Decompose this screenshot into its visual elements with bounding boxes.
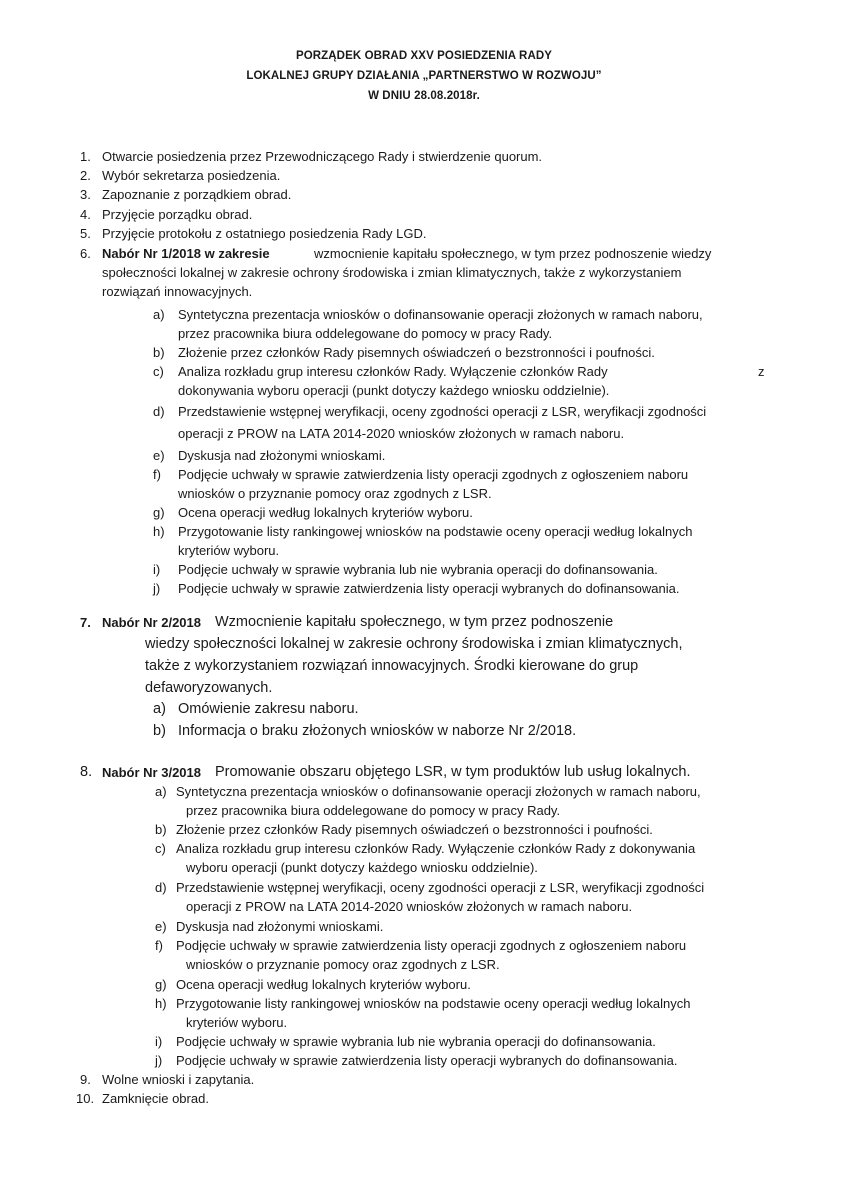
item-6g-line-1: Ocena operacji według lokalnych kryteriów wyboru. <box>178 505 473 520</box>
item-8f-line-2: wniosków o przyznanie pomocy oraz zgodnych z LSR. <box>186 957 500 972</box>
item-4-text: Przyjęcie porządku obrad. <box>102 207 253 222</box>
item-6d-label: d) <box>153 404 165 419</box>
item-8c-label: c) <box>155 841 166 856</box>
item-4-number: 4. <box>80 207 91 222</box>
item-8a-label: a) <box>155 784 167 799</box>
item-7a-label: a) <box>153 701 166 717</box>
item-8a-line-1: Syntetyczna prezentacja wniosków o dofinansowanie operacji złożonych w ramach naboru, <box>176 784 701 799</box>
item-6j-line-1: Podjęcie uchwały w sprawie zatwierdzenia listy operacji wybranych do dofinansowania. <box>178 581 680 596</box>
item-8e-label: e) <box>155 919 167 934</box>
item-8i-label: i) <box>155 1034 163 1049</box>
item-8a-line-2: przez pracownika biura oddelegowane do pomocy w pracy Rady. <box>186 803 561 818</box>
item-6-number: 6. <box>80 246 91 261</box>
item-6c-line-2: dokonywania wyboru operacji (punkt dotyczy każdego wniosku oddzielnie). <box>178 383 610 398</box>
item-8g-label: g) <box>155 977 167 992</box>
item-6h-line-2: kryteriów wyboru. <box>178 543 280 558</box>
item-8c-line-2: wyboru operacji (punkt dotyczy każdego wniosku oddzielnie). <box>186 860 538 875</box>
item-9-number: 9. <box>80 1072 91 1087</box>
item-6-title: Nabór Nr 1/2018 w zakresie <box>102 246 270 261</box>
item-7-line-4: defaworyzowanych. <box>145 680 273 696</box>
item-6-line-3: rozwiązań innowacyjnych. <box>102 284 253 299</box>
item-6f-line-2: wniosków o przyznanie pomocy oraz zgodnych z LSR. <box>178 486 492 501</box>
item-2-number: 2. <box>80 168 91 183</box>
item-8g-line-1: Ocena operacji według lokalnych kryteriów wyboru. <box>176 977 471 992</box>
document-header <box>0 46 848 106</box>
item-1-number: 1. <box>80 149 91 164</box>
item-8d-line-1: Przedstawienie wstępnej weryfikacji, oceny zgodności operacji z LSR, weryfikacji zgodności <box>176 880 705 895</box>
item-6e-line-1: Dyskusja nad złożonymi wnioskami. <box>178 448 386 463</box>
item-8e-line-1: Dyskusja nad złożonymi wnioskami. <box>176 919 384 934</box>
item-8d-line-2: operacji z PROW na LATA 2014-2020 wniosków złożonych w ramach naboru. <box>186 899 633 914</box>
item-6i-line-1: Podjęcie uchwały w sprawie wybrania lub nie wybrania operacji do dofinansowania. <box>178 562 658 577</box>
item-6c-line-1: Analiza rozkładu grup interesu członków Rady. Wyłączenie członków Rady <box>178 364 608 379</box>
item-6g-label: g) <box>153 505 165 520</box>
item-8b-label: b) <box>155 822 167 837</box>
item-6c-line-1-end: z <box>758 364 765 379</box>
header-line-1: PORZĄDEK OBRAD XXV POSIEDZENIA RADY <box>295 50 553 62</box>
item-6f-line-1: Podjęcie uchwały w sprawie zatwierdzenia listy operacji zgodnych z ogłoszeniem naboru <box>178 467 689 482</box>
item-6e-label: e) <box>153 448 165 463</box>
item-8h-line-2: kryteriów wyboru. <box>186 1015 288 1030</box>
header-line-3: W DNIU 28.08.2018r. <box>368 90 480 102</box>
item-6a-line-1: Syntetyczna prezentacja wniosków o dofinansowanie operacji złożonych w ramach naboru, <box>178 307 703 322</box>
item-7-line-2: wiedzy społeczności lokalnej w zakresie ochrony środowiska i zmian klimatycznych, <box>145 636 683 652</box>
item-6h-label: h) <box>153 524 165 539</box>
item-6d-line-1: Przedstawienie wstępnej weryfikacji, oceny zgodności operacji z LSR, weryfikacji zgodności <box>178 404 707 419</box>
item-5-number: 5. <box>80 226 91 241</box>
item-8d-label: d) <box>155 880 167 895</box>
item-6a-label: a) <box>153 307 165 322</box>
item-6d-line-2: operacji z PROW na LATA 2014-2020 wniosków złożonych w ramach naboru. <box>178 426 625 441</box>
item-3-number: 3. <box>80 187 91 202</box>
item-10-text: Zamknięcie obrad. <box>102 1091 209 1106</box>
item-10-number: 10. <box>76 1091 95 1106</box>
item-9-text: Wolne wnioski i zapytania. <box>102 1072 255 1087</box>
item-6j-label: j) <box>153 581 161 596</box>
item-6b-line-1: Złożenie przez członków Rady pisemnych oświadczeń o bezstronności i poufności. <box>178 345 655 360</box>
item-8f-line-1: Podjęcie uchwały w sprawie zatwierdzenia listy operacji zgodnych z ogłoszeniem naboru <box>176 938 687 953</box>
item-2-text: Wybór sekretarza posiedzenia. <box>102 168 281 183</box>
item-7b-line-1: Informacja o braku złożonych wniosków w naborze Nr 2/2018. <box>178 723 577 739</box>
item-6-line-2: społeczności lokalnej w zakresie ochrony środowiska i zmian klimatycznych, także z wykorzystaniem <box>102 265 682 280</box>
item-7a-line-1: Omówienie zakresu naboru. <box>178 701 359 717</box>
item-8i-line-1: Podjęcie uchwały w sprawie wybrania lub nie wybrania operacji do dofinansowania. <box>176 1034 656 1049</box>
item-7-line-1: Wzmocnienie kapitału społecznego, w tym przez podnoszenie <box>215 614 614 630</box>
item-8b-line-1: Złożenie przez członków Rady pisemnych oświadczeń o bezstronności i poufności. <box>176 822 653 837</box>
item-6c-label: c) <box>153 364 164 379</box>
item-7b-label: b) <box>153 723 166 739</box>
item-3-text: Zapoznanie z porządkiem obrad. <box>102 187 292 202</box>
item-8h-label: h) <box>155 996 167 1011</box>
item-6h-line-1: Przygotowanie listy rankingowej wniosków na podstawie oceny operacji według lokalnych <box>178 524 693 539</box>
item-6i-label: i) <box>153 562 161 577</box>
item-1-text: Otwarcie posiedzenia przez Przewodniczącego Rady i stwierdzenie quorum. <box>102 149 543 164</box>
item-8-number: 8. <box>80 764 93 780</box>
item-8f-label: f) <box>155 938 163 953</box>
item-8-title: Nabór Nr 3/2018 <box>102 765 201 780</box>
item-8j-label: j) <box>155 1053 163 1068</box>
item-5-text: Przyjęcie protokołu z ostatniego posiedzenia Rady LGD. <box>102 226 427 241</box>
header-line-2: LOKALNEJ GRUPY DZIAŁANIA „PARTNERSTWO W ROZWOJU” <box>246 70 602 82</box>
item-7-number: 7. <box>80 615 91 630</box>
item-6-line-1: wzmocnienie kapitału społecznego, w tym przez podnoszenie wiedzy <box>314 246 712 261</box>
item-8-line-1: Promowanie obszaru objętego LSR, w tym produktów lub usług lokalnych. <box>215 764 691 780</box>
item-8j-line-1: Podjęcie uchwały w sprawie zatwierdzenia listy operacji wybranych do dofinansowania. <box>176 1053 678 1068</box>
item-6a-line-2: przez pracownika biura oddelegowane do pomocy w pracy Rady. <box>178 326 553 341</box>
item-6f-label: f) <box>153 467 161 482</box>
item-8h-line-1: Przygotowanie listy rankingowej wniosków na podstawie oceny operacji według lokalnych <box>176 996 691 1011</box>
item-6b-label: b) <box>153 345 165 360</box>
item-7-title: Nabór Nr 2/2018 <box>102 615 201 630</box>
item-8c-line-1: Analiza rozkładu grup interesu członków Rady. Wyłączenie członków Rady z dokonywania <box>176 841 696 856</box>
item-7-line-3: także z wykorzystaniem rozwiązań innowacyjnych. Środki kierowane do grup <box>145 658 639 674</box>
